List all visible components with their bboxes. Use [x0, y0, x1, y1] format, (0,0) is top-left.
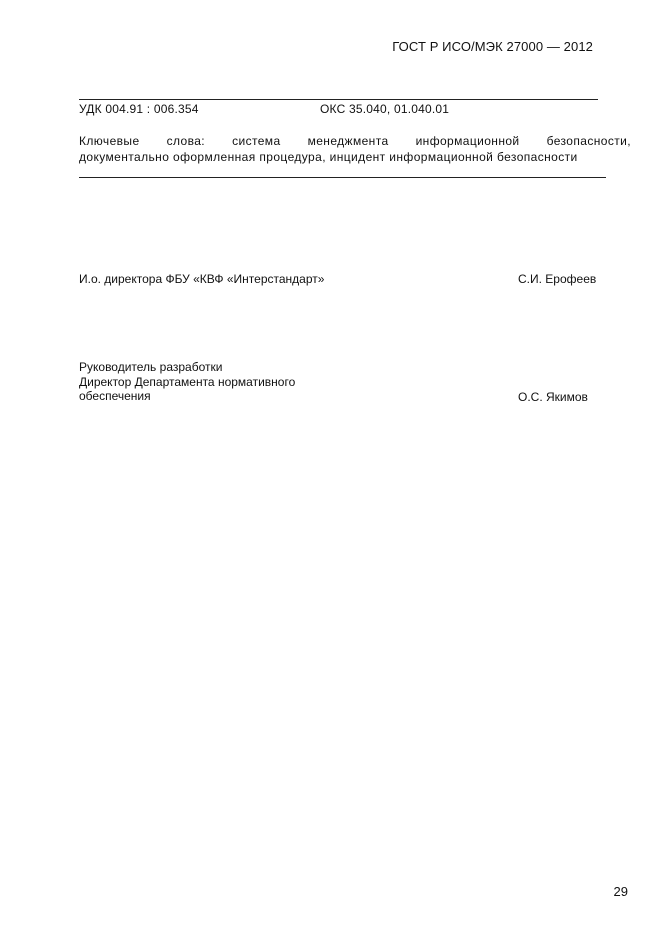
- classification-row: [79, 102, 599, 118]
- udk-code: УДК 004.91 : 006.354: [79, 102, 199, 116]
- director-name: С.И. Ерофеев: [518, 272, 597, 286]
- developer-position-cont: обеспечения: [79, 389, 151, 403]
- keyword-word: Ключевые: [79, 134, 140, 148]
- document-header: ГОСТ Р ИСО/МЭК 27000 — 2012: [392, 39, 593, 54]
- keyword-word: информационной: [415, 134, 520, 148]
- bottom-divider: [79, 177, 606, 178]
- top-divider: [79, 99, 598, 100]
- keyword-word: безопасности,: [546, 134, 631, 148]
- developer-name: О.С. Якимов: [518, 390, 588, 404]
- developer-position: Директор Департамента нормативного: [79, 374, 296, 389]
- keywords-block: [79, 133, 631, 165]
- developer-block: [79, 360, 295, 404]
- keywords-line-2: документально оформленная процедура, инцидент информационной безопасности: [79, 150, 578, 164]
- oks-code: ОКС 35.040, 01.040.01: [320, 102, 450, 116]
- director-title: И.о. директора ФБУ «КВФ «Интерстандарт»: [79, 272, 325, 286]
- keyword-word: слова:: [166, 134, 206, 148]
- developer-role: Руководитель разработки: [79, 360, 223, 374]
- page-number: 29: [613, 884, 628, 899]
- keywords-line-1: [79, 133, 631, 149]
- keyword-word: менеджмента: [307, 134, 389, 148]
- keyword-word: система: [232, 134, 281, 148]
